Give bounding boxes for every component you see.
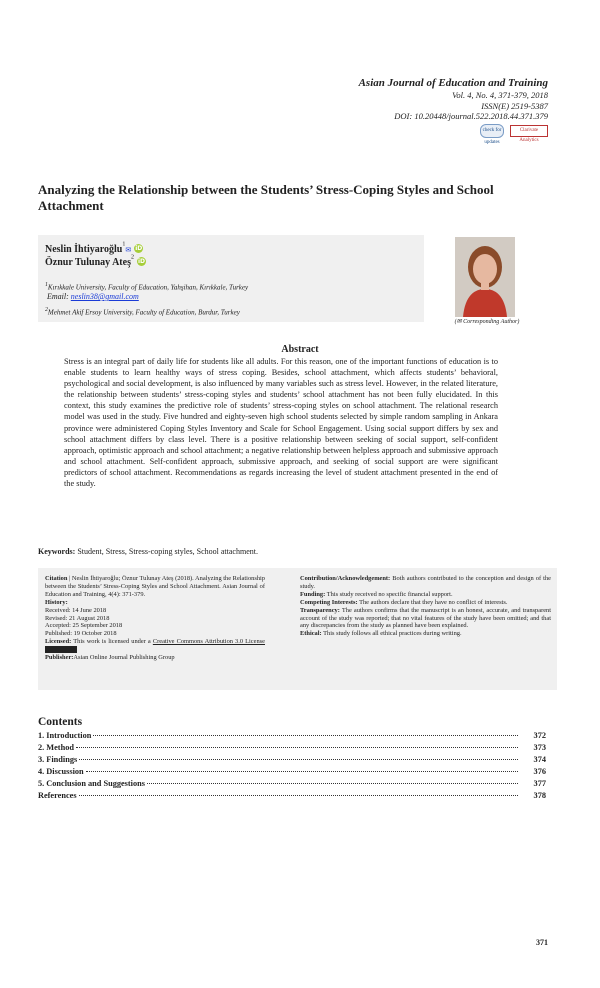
toc-entry[interactable] [38, 743, 546, 752]
page-number: 371 [536, 938, 548, 947]
toc-entry[interactable] [38, 779, 546, 788]
toc-page: 377 [533, 779, 546, 788]
portrait-image [455, 237, 515, 317]
transparency-text: The authors confirms that the manuscript is an honest, accurate, and transparent account of the study was reported; that no vital features of the study have been omitted; and that any discrepancies from the study as planned have been explained. [300, 606, 551, 630]
aff-text: Kırıkkale University, Faculty of Education, Yahşihan, Kırıkkale, Turkey [47, 283, 249, 292]
ethical-text: This study follows all ethical practices during writing. [323, 630, 462, 638]
toc-leader [79, 759, 518, 760]
ethical-label: Ethical: [300, 630, 322, 638]
author-info-box [38, 235, 424, 322]
abstract-text: Stress is an integral part of daily life for students like all adults. For this reason, one of the important functions of education is to enable students to learn healthy ways of stress coping. Besides, school attachment, which affects students’ behavioral, psychological and social development, is also influenced by many variables such as stress level. However, in the related literature, the relationship between students’ stress-coping styles and students’ school attachment has not been fully elucidated. In this context, this study examines the predictive role of students’ stress-coping styles on school attachment. The relational research model was used in the study. Five hundred and eighty-seven high school students selected by simple random sampling in Ankara province were administered Coping Styles Inventory and Scale for School Engagement. Using social support differs by sex and school attachment differs by class level. There is a positive relationship between seeking of social support, self-confident approach, optimistic approach and school attachment; a negative relationship between helpless approach and submissive approach and school attachment. Self-confident approach, submissive approach, and seeking of social support are were significant predictors of school attachment. Recommendations as regards increasing the level of student attachment presented in the end of the study. [64, 357, 498, 489]
aff-sup: 2 [45, 307, 48, 313]
toc-entry[interactable] [38, 755, 546, 764]
clarivate-badge[interactable]: Clarivate Analytics [510, 125, 548, 137]
contents-heading: Contents [38, 716, 83, 728]
aff-text: Mehmet Akif Ersoy University, Faculty of Education, Burdur, Turkey [47, 308, 240, 317]
toc-leader [86, 771, 518, 772]
licensed-text: This work is licensed under a [73, 638, 151, 646]
received-date: Received: 14 June 2018 [45, 606, 107, 614]
licensed-label: Licensed: [45, 638, 72, 646]
history [45, 599, 265, 639]
competing-label: Competing Interests: [300, 598, 358, 606]
header-badges [480, 124, 548, 145]
accepted-date: Accepted: 25 September 2018 [45, 622, 123, 630]
affiliation-2 [45, 307, 240, 316]
competing-text: The authors declare that they have no conflict of interests. [359, 598, 508, 606]
contribution-label: Contribution/Acknowledgement: [300, 575, 391, 582]
history-label: History: [45, 598, 68, 606]
author-sup: 2 [130, 254, 134, 261]
journal-volume: Vol. 4, No. 4, 371-379, 2018 [452, 90, 548, 100]
meta-left-column [45, 575, 265, 662]
journal-header [359, 76, 548, 122]
transparency [300, 607, 551, 631]
photo-caption: (✉ Corresponding Author) [454, 319, 520, 325]
ethical [300, 630, 551, 638]
funding [300, 591, 551, 599]
aff-sup: 1 [45, 282, 48, 288]
envelope-icon[interactable]: ✉ [125, 246, 132, 254]
keywords-label: Keywords: [38, 547, 76, 556]
meta-right-column [300, 575, 551, 638]
toc-page: 372 [533, 731, 546, 740]
contribution-text: Both authors contributed to the conception and design of the study. [300, 575, 551, 590]
toc-label[interactable]: References [38, 791, 77, 800]
toc-label[interactable]: 4. Discussion [38, 767, 84, 776]
funding-label: Funding: [300, 590, 326, 598]
orcid-icon[interactable]: iD [137, 257, 145, 265]
toc-leader [147, 783, 518, 784]
citation-text: | Neslin İhtiyaroğlu; Öznur Tulunay Ateş (2018). Analyzing the Relationship between the Students’ Stress-Coping Styles and School Attachment. Asian Journal of Education and Training, 4(4): 371-379. [45, 575, 265, 598]
toc-leader [93, 735, 518, 736]
publisher [45, 654, 265, 662]
citation-label: Citation [45, 575, 68, 582]
journal-doi[interactable]: DOI: 10.20448/journal.522.2018.44.371.379 [394, 111, 548, 121]
author-2 [45, 252, 146, 270]
author-photo [455, 237, 515, 317]
toc-leader [79, 795, 518, 796]
toc-label[interactable]: 1. Introduction [38, 731, 92, 740]
toc-label[interactable]: 5. Conclusion and Suggestions [38, 779, 145, 788]
toc-page: 376 [533, 767, 546, 776]
cc-license-icon[interactable] [45, 646, 77, 653]
paper-title: Analyzing the Relationship between the Students’ Stress-Coping Styles and School Attachment [38, 182, 494, 213]
license-link[interactable]: Creative Commons Attribution 3.0 License [152, 638, 265, 646]
affiliation-1 [45, 282, 248, 291]
keywords [38, 547, 258, 556]
toc-leader [76, 747, 518, 748]
publisher-text: Asian Online Journal Publishing Group [73, 654, 175, 662]
author-name: Öznur Tulunay Ateş [45, 257, 131, 268]
author-name: Neslin İhtiyaroğlu [45, 244, 123, 255]
orcid-icon[interactable]: iD [135, 244, 143, 252]
publisher-label: Publisher: [45, 654, 74, 662]
toc-label[interactable]: 2. Method [38, 743, 74, 752]
toc-entry[interactable] [38, 767, 546, 776]
toc-entry[interactable] [38, 731, 546, 740]
journal-title: Asian Journal of Education and Training [358, 77, 548, 89]
check-for-updates-badge[interactable]: check for updates [480, 124, 504, 138]
contribution [300, 575, 551, 591]
license [45, 638, 265, 654]
email-label: Email: [47, 292, 69, 301]
email-link[interactable]: neslin38@gmail.com [70, 292, 139, 301]
toc-entry[interactable] [38, 791, 546, 800]
email-line [47, 292, 139, 301]
revised-date: Revised: 21 August 2018 [45, 614, 110, 622]
keywords-text: Student, Stress, Stress-coping styles, School attachment. [77, 547, 258, 556]
abstract-heading: Abstract [281, 344, 319, 355]
citation [45, 575, 265, 599]
transparency-label: Transparency: [300, 606, 340, 614]
journal-issn: ISSN(E) 2519-5387 [481, 100, 548, 111]
author-sup: 1 [122, 241, 126, 248]
funding-text: This study received no specific financial support. [326, 590, 453, 598]
competing-interests [300, 599, 551, 607]
toc-page: 378 [533, 791, 546, 800]
published-date: Published: 19 October 2018 [45, 630, 117, 638]
article-meta-box [38, 568, 557, 690]
toc-page: 374 [533, 755, 546, 764]
toc-page: 373 [533, 743, 546, 752]
toc-label[interactable]: 3. Findings [38, 755, 78, 764]
